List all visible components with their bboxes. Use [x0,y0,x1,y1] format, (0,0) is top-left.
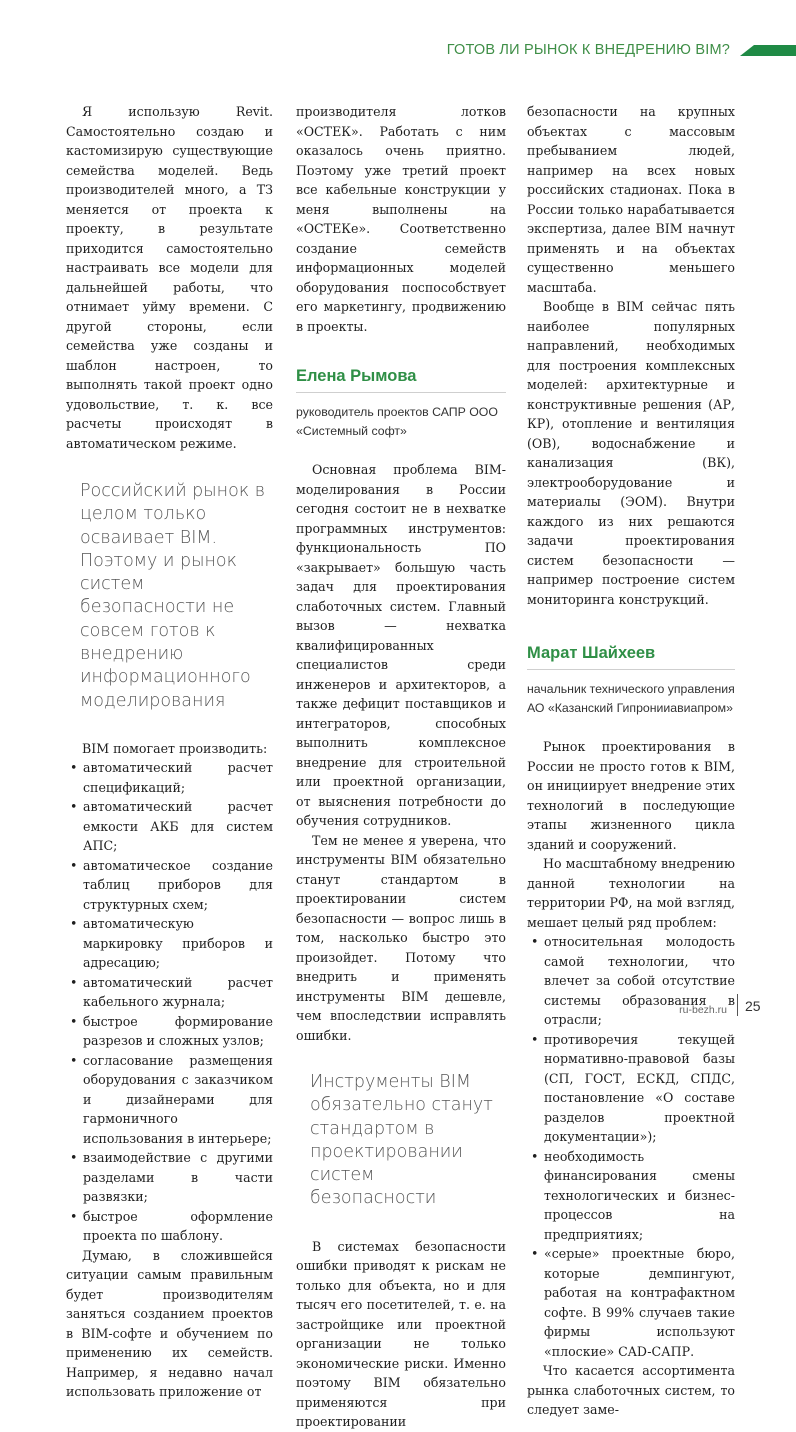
paragraph: Думаю, в сложившейся ситуации самым правильным будет производителям заняться созданием проектов в BIM-софте и обучением по применению их семейств. Например, я недавно начал использовать приложение от [66,1247,273,1400]
list-item: • относительная молодость самой технологии, что влечет за собой отсутствие системы образования в отрасли; [527,932,735,1030]
list-item: • быстрое оформление проекта по шаблону. [66,1207,273,1246]
list-item: • согласование размещения оборудования с заказчиком и дизайнерами для гармоничного использования в интерьере; [66,1051,273,1149]
list-item: • автоматическое создание таблиц приборов для структурных схем; [66,856,273,915]
list-intro: BIM помогает производить: [82,740,268,756]
paragraph: безопасности на крупных объектах с массовым пребыванием людей, например на всех новых российских стадионах. Пока в России только нарабатывается экспертиза, далее BIM начнут применять и на объектах существенно меньшего масштаба. [527,104,735,295]
page-header [0,38,796,68]
author-role: начальник технического управления АО «Казанский Гипронииавиапром» [527,682,735,715]
paragraph: Основная проблема BIM-моделирования в России сегодня состоит не в нехватке программных инструментов: функциональность ПО «закрывает» большую часть задач для проектирования слаботочных систем. Главный вызов — нехватка квалифицированных специалистов среди инженеров и архитекторов, а также дефицит поставщиков и интеграторов, способных выполнить комплексное внедрение для строительной или проектной организации, от выяснения потребности до обучения сотрудников. [296,462,506,828]
list-item: • автоматический расчет спецификаций; [66,758,273,797]
author-name: Марат Шайхеев [527,643,735,670]
header-accent-tab [740,45,796,56]
page-number: 25 [745,998,761,1014]
problems-list [527,932,735,1361]
pull-quote: Инструменты BIM обязательно станут стандартом в проектировании систем безопасности [310,1072,493,1209]
paragraph: Я использую Revit. Самостоятельно создаю и кастомизирую существующие семейства моделей. Ведь производителей много, а ТЗ меняется от проекта к проекту, в результате приходится самостоятельно настраивать все модели для дальнейшей работы, что отнимает уйму времени. С другой стороны, если семейства уже созданы и шаблон настроен, то выполнять такой проект одно удовольствие, т. к. все расчеты происходят в автоматическом режиме. [66,104,273,451]
paragraph: Рынок проектирования в России не просто готов к BIM, он инициирует внедрение этих технологий в последующие этапы жизненного цикла зданий и сооружений. [527,739,735,852]
footer-divider [737,994,738,1016]
column-3 [527,102,735,1420]
list-item: • быстрое формирование разрезов и сложных узлов; [66,1012,273,1051]
list-item: • необходимость финансирования смены технологических и бизнес-процессов на предприятиях; [527,1147,735,1245]
author-role: руководитель проектов САПР ООО «Системный софт» [296,405,498,438]
list-item: • взаимодействие с другими разделами в части развязки; [66,1148,273,1207]
list-item: • автоматический расчет емкости АКБ для систем АПС; [66,797,273,856]
list-item: • «серые» проектные бюро, которые демпингуют, работая на контрафактном софте. В 99% случаев такие фирмы используют «плоские» CAD-САПР. [527,1244,735,1361]
paragraph: Тем не менее я уверена, что инструменты BIM обязательно станут стандартом в проектировании систем безопасности — вопрос лишь в том, насколько быстро это произойдет. Потому что внедрить и применять инструменты BIM дешевле, чем впоследствии исправлять ошибки. [296,832,506,1043]
author-name: Елена Рымова [296,366,506,393]
column-1 [66,102,273,1402]
paragraph: Но масштабному внедрению данной технологии на территории РФ, на мой взгляд, мешает целый ряд проблем: [527,856,735,930]
paragraph: В системах безопасности ошибки приводят к рискам не только для объекта, но и для тысяч его посетителей, т. е. на застройщике или проектной организации не только экономические риски. Именно поэтому BIM обязательно применяются при проектировании [296,1238,506,1430]
paragraph: производителя лотков «ОСТЕК». Работать с ним оказалось очень приятно. Поэтому уже третий проект все кабельные конструкции у меня выполнены на «ОСТЕКе». Соответственно создание семейств информационных моделей оборудования поспособствует его маркетингу, продвижению в проекты. [296,104,506,334]
list-item: • автоматическую маркировку приборов и адресацию; [66,914,273,973]
section-title: ГОТОВ ЛИ РЫНОК К ВНЕДРЕНИЮ BIM? [446,42,730,58]
column-2 [296,102,506,1432]
list-item: • автоматический расчет кабельного журнала; [66,973,273,1012]
bim-benefits-list [66,758,273,1246]
paragraph: Вообще в BIM сейчас пять наиболее популярных направлений, необходимых для построения комплексных моделей: архитектурные и конструктивные решения (АР, КР), отопление и вентиляция (ОВ), водоснабжение и канализация (ВК), электрооборудование и материалы (ЭОМ). Внутри каждого из них решаются задачи проектирования систем безопасности — например построение систем мониторинга конструкций. [527,299,735,607]
pull-quote: Российский рынок в целом только осваивает BIM. Поэтому и рынок систем безопасности не совсем готов к внедрению информационного моделирования [80,481,266,711]
footer-site: ru-bezh.ru [679,1004,727,1016]
paragraph: Что касается ассортимента рынка слаботочных систем, то следует заме- [527,1363,735,1417]
list-item: • противоречия текущей нормативно-правовой базы (СП, ГОСТ, ЕСКД, СПДС, постановление «О составе разделов проектной документации»); [527,1030,735,1147]
